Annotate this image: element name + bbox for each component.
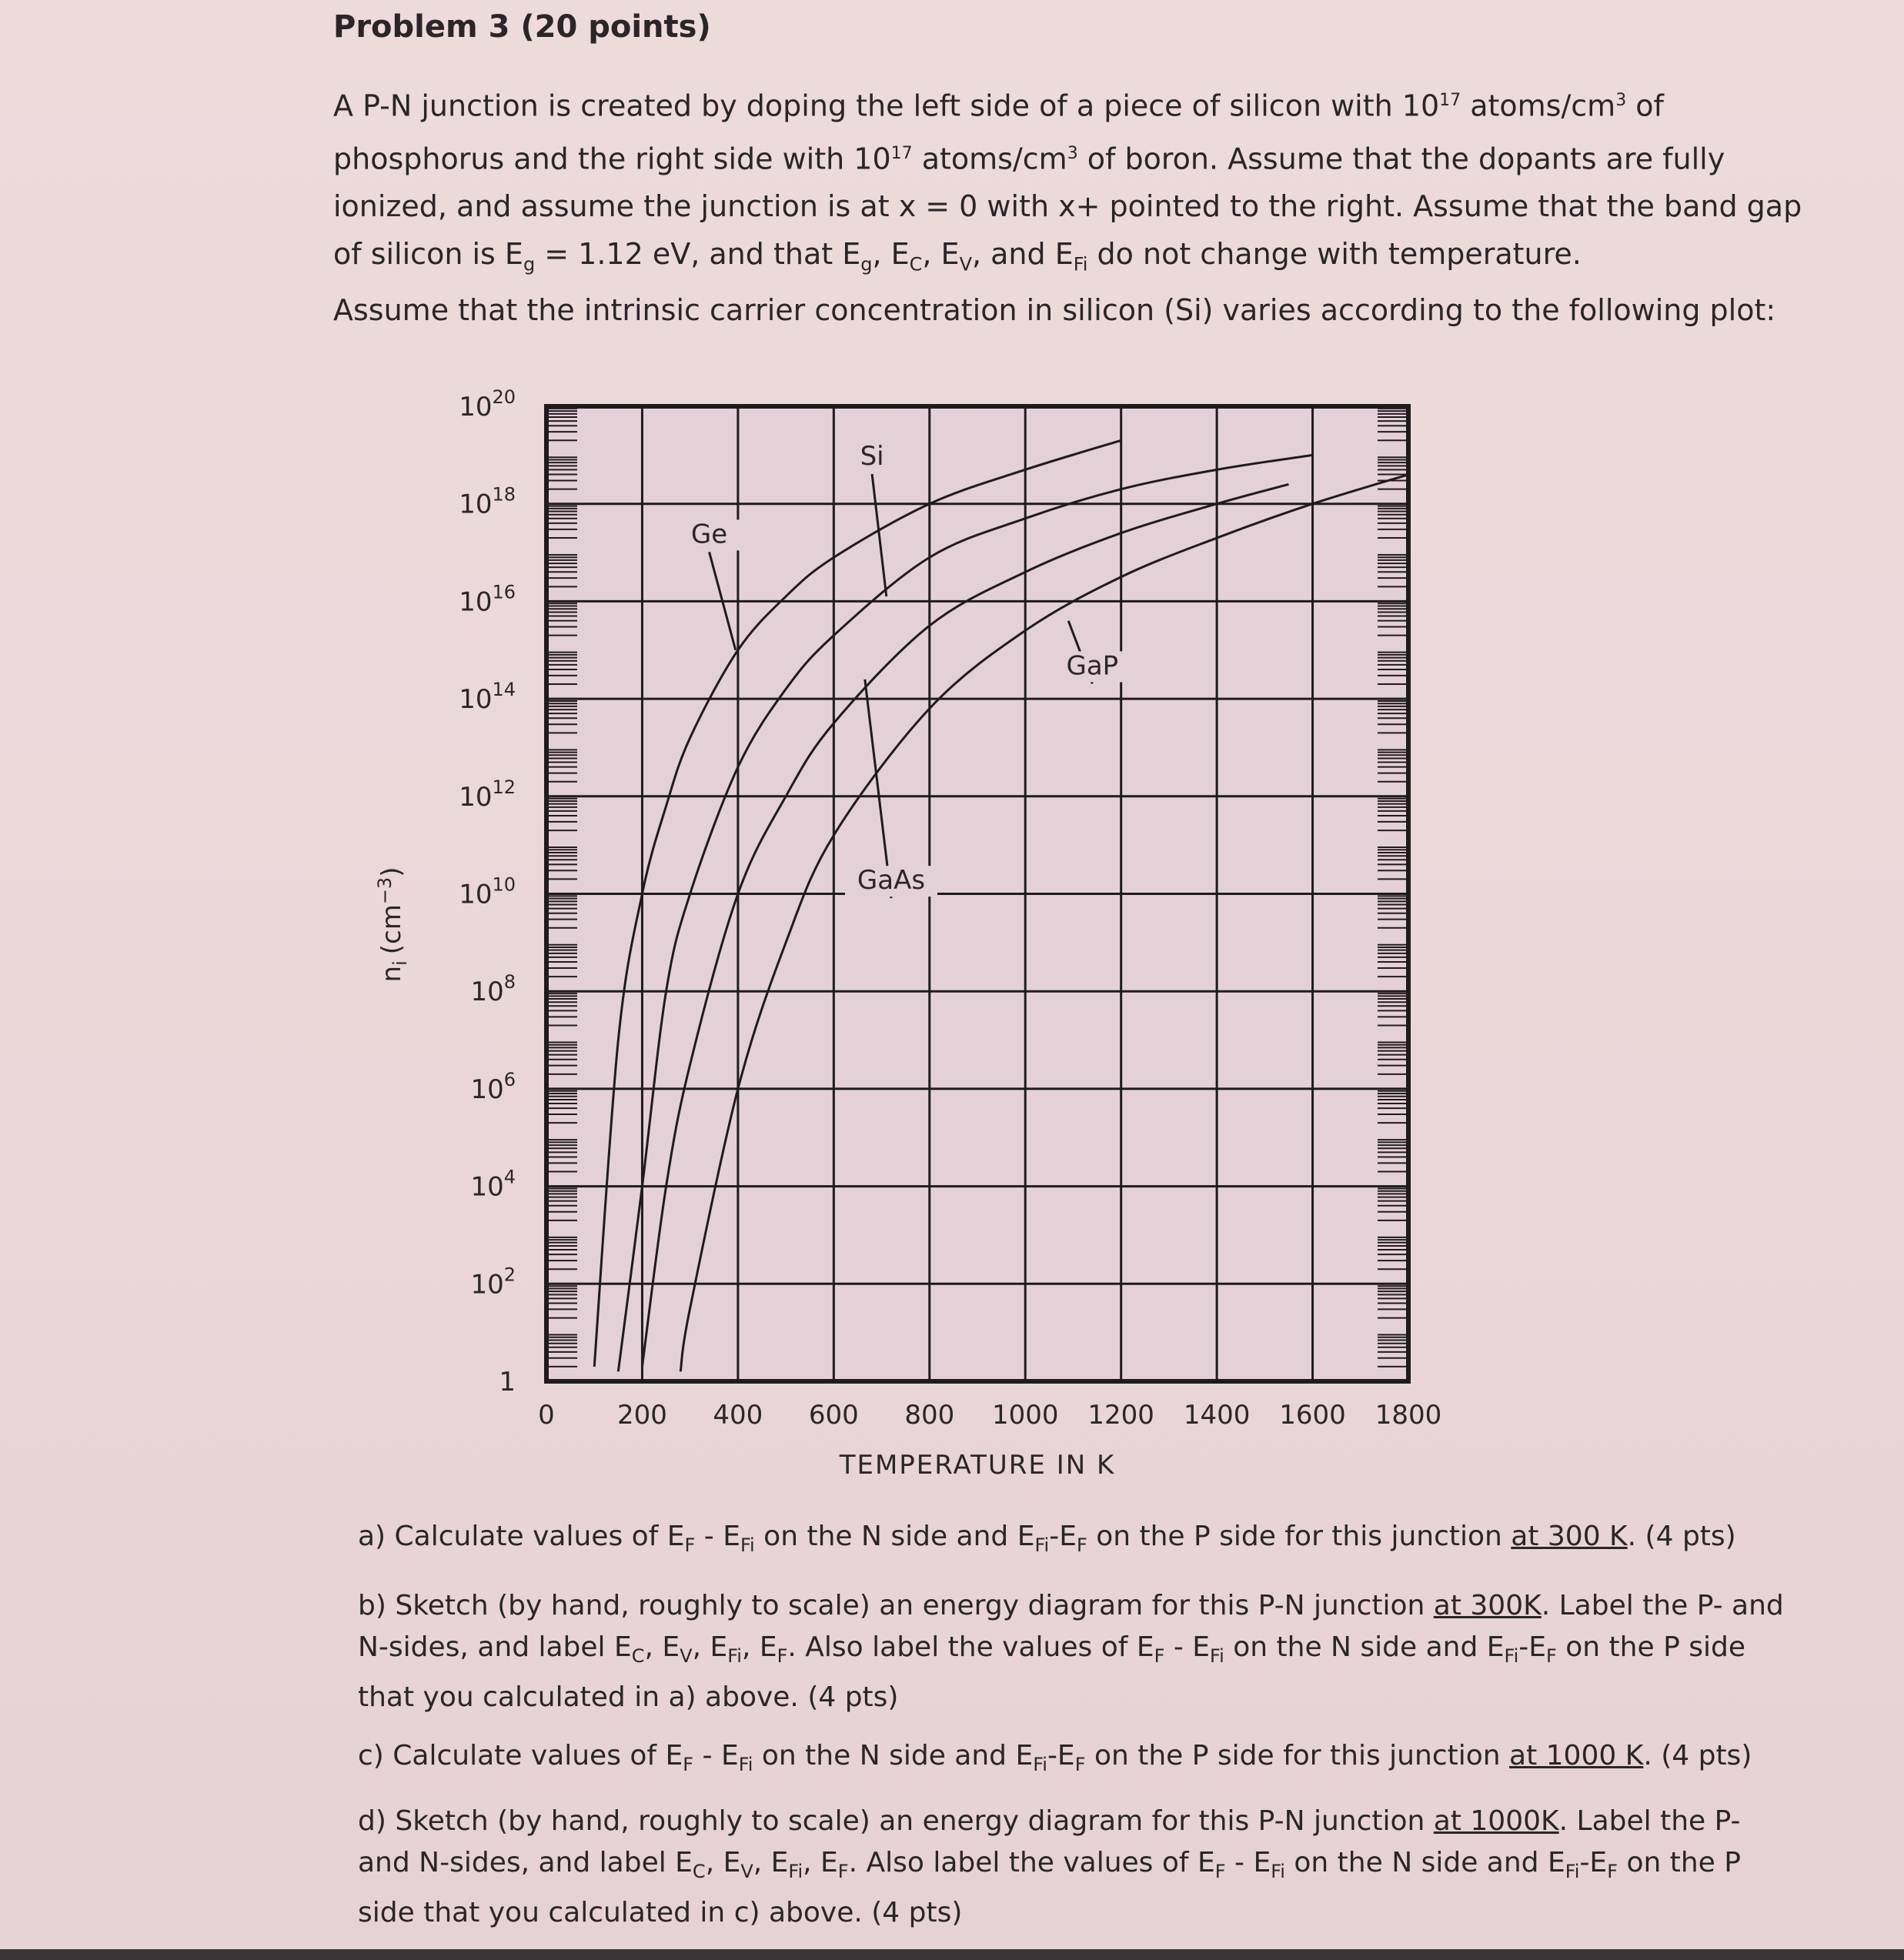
- x-tick-label: 600: [808, 1400, 859, 1431]
- question-c: c) Calculate values of $E_F - E_{Fi}$ on the N side and $E_{Fi}-E_F$ on the P side for this junction at 1000 K. (4 pts): [358, 1740, 1752, 1776]
- annotation-label: GaAs: [857, 865, 926, 897]
- x-tick-label: 800: [904, 1400, 955, 1431]
- question-b: b) Sketch (by hand, roughly to scale) an energy diagram for this P-N junction at 300K. Label the P- and N-sides, and label $E_C$, $E_V$, $E_{Fi}$, $E_F$. Also label the values of $E_F - E_{Fi}$ on the N side and $E_{Fi}-E_F$ on the P side that you calculated in a) above. (4 pts): [358, 1590, 1784, 1714]
- x-tick-label: 200: [616, 1400, 667, 1431]
- y-tick-label: $10^4$: [470, 1166, 516, 1203]
- y-tick-label: $10^{14}$: [459, 679, 516, 716]
- bottom-edge: [0, 1949, 1904, 1960]
- y-tick-label: $10^{20}$: [459, 386, 516, 422]
- x-axis-label: TEMPERATURE IN K: [839, 1450, 1116, 1481]
- x-tick-label: 1800: [1375, 1400, 1442, 1431]
- y-tick-label: $10^{12}$: [459, 776, 516, 813]
- plot-intro: Assume that the intrinsic carrier concentration in silicon (Si) varies according to the following plot:: [333, 293, 1776, 327]
- x-tick-label: 1200: [1087, 1400, 1154, 1431]
- problem-intro: A P-N junction is created by doping the left side of a piece of silicon with $10^{17}$ atoms/$cm^3$ of phosphorus and the right side with $10^{17}$ atoms/$cm^3$ of boron. Assume that the dopants are fully ionized, and assume the junction is at x = 0 with x+ pointed to the right. Assume that the band gap of silicon is $E_g = 1.12$ eV, and that $E_g$, $E_C$, $E_V$, and $E_{Fi}$ do not change with temperature.: [333, 88, 1802, 275]
- x-tick-label: 1400: [1183, 1400, 1251, 1431]
- x-tick-label: 1000: [991, 1400, 1059, 1431]
- x-tick-label: 1600: [1279, 1400, 1346, 1431]
- y-tick-label: $10^{16}$: [459, 581, 516, 618]
- y-tick-label: $10^2$: [470, 1264, 516, 1301]
- question-d: d) Sketch (by hand, roughly to scale) an energy diagram for this P-N junction at 1000K. Label the P- and N-sides, and label $E_C$, $E_V$, $E_{Fi}$, $E_F$. Also label the values of $E_F - E_{Fi}$ on the N side and $E_{Fi}-E_F$ on the P side that you calculated in c) above. (4 pts): [358, 1805, 1741, 1929]
- y-tick-label: $10^8$: [470, 971, 516, 1008]
- x-tick-label: 0: [538, 1400, 555, 1431]
- annotation-label: Si: [860, 441, 884, 472]
- problem-title: Problem 3 (20 points): [333, 9, 711, 45]
- y-tick-label: 1: [499, 1367, 516, 1397]
- y-axis-label: $n_i(cm^{-3})$: [374, 866, 411, 983]
- y-tick-label: $10^{10}$: [459, 873, 516, 910]
- annotation-label: Ge: [690, 519, 728, 550]
- y-tick-label: $10^{18}$: [459, 483, 516, 520]
- y-tick-label: $10^6$: [470, 1068, 516, 1105]
- question-a: a) Calculate values of $E_F - E_{Fi}$ on the N side and $E_{Fi}-E_F$ on the P side for this junction at 300 K. (4 pts): [358, 1521, 1736, 1557]
- chart-grid: [546, 406, 1408, 1381]
- x-tick-label: 400: [713, 1400, 763, 1431]
- intrinsic-carrier-chart: [369, 385, 1462, 1493]
- annotation-label: GaP: [1066, 650, 1119, 682]
